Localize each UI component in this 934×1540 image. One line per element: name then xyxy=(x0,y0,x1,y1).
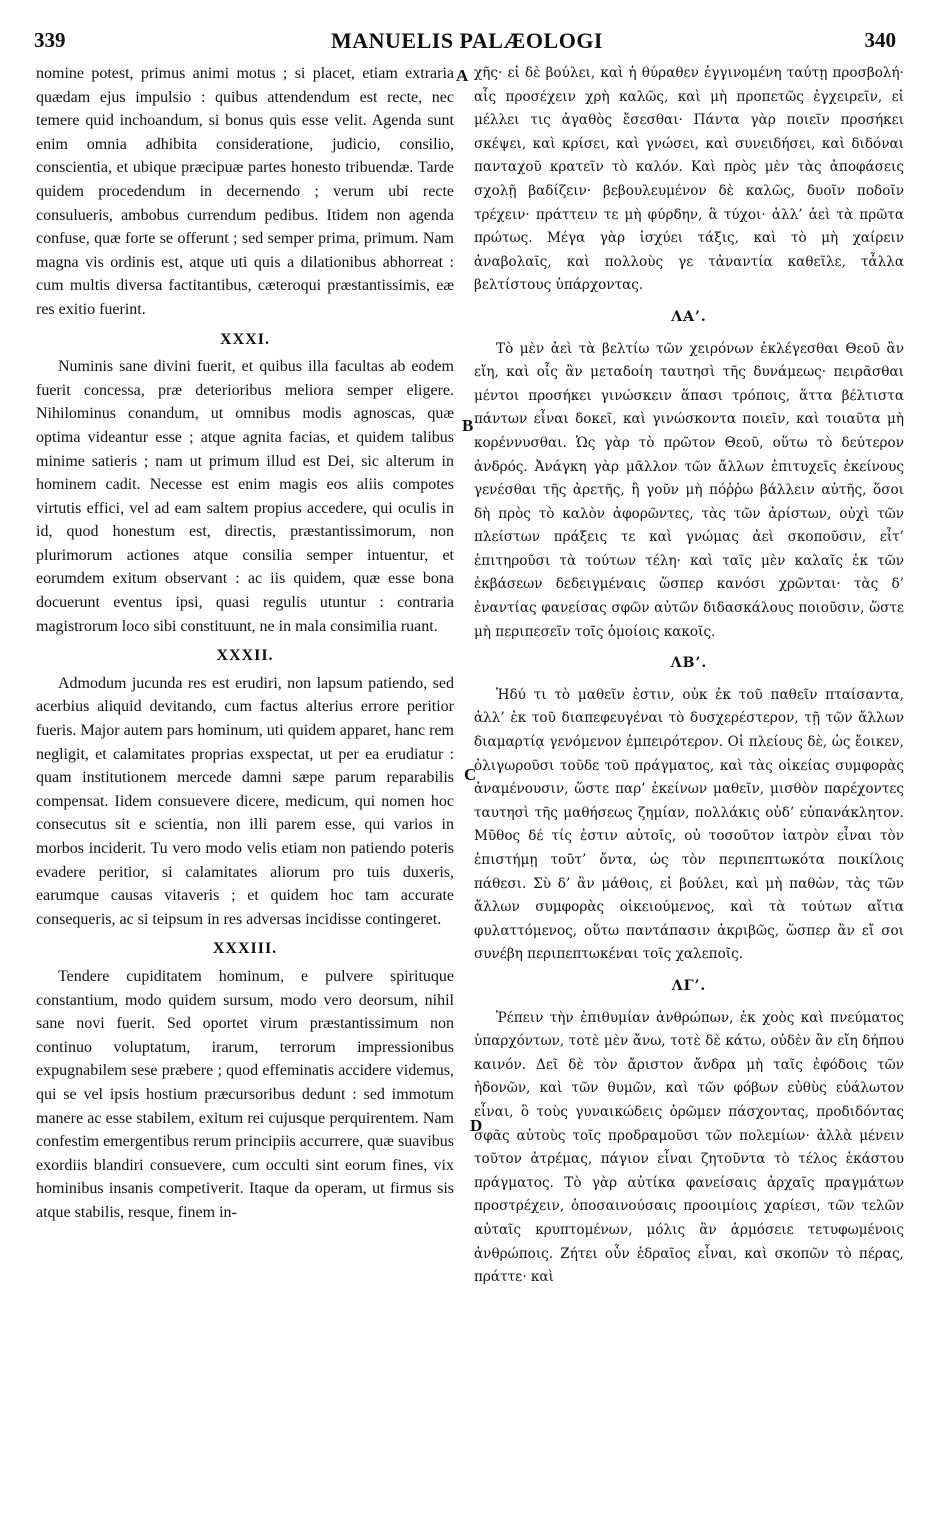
latin-section-heading-31: XXXI. xyxy=(220,330,270,348)
greek-section-32-text: Ἡδύ τι τὸ μαθεῖν ἐστιν, οὐκ ἐκ τοῦ παθεῖν πταίσαντα, ἀλλ’ ἐκ τοῦ διαπεφευγέναι τὸ δυσχερέστερον, τῇ τῶν ἄλλων διαμαρτίᾳ γενόμενον ἐμπειρότερον. Οἱ πλείους δὲ, ὡς ἔοικεν, ὀλιγωροῦσι τοῦδε τοῦ πράγματος, καὶ τὰς οἰκείας συμφορὰς ἀναμένουσιν, ὥστε παρ’ ἐκείνων μαθεῖν, μισθὸν παρέχοντες ταυτησὶ τῆς μαθήσεως ζημίαν, πολλάκις οὐδ’ εὐπανάκλητον. Μῦθος δέ τίς ἐστιν αὐτοῖς, οὐ τοσοῦτον ἰατρὸν εἶναι τὸν ἐπιστήμῃ τοῦτ’ ὄντα, ὡς τὸν περιπεπτωκότα ποικίλοις πάθεσι. Σὺ δ’ ἂν μάθοις, εἰ βούλει, καὶ μὴ παθὼν, τὰς τῶν ἄλλων συμφορὰς οἰκειούμενος, καὶ τὰ τούτων αἴτια φυλαττόμενος, οὕτω παντάπασιν ἀκριβῶς, ὥσπερ ἂν εἴ σοι συνέβη περιπεπτωκέναι τοῖς χαλεποῖς. xyxy=(474,686,904,963)
latin-section-33-text: Tendere cupiditatem hominum, e pulvere spirituque constantium, modo quidem sursum, modo vero deorsum, nihil sane novi fuerit. Sed oportet virum præstantissimum non continuo voluptatum, irarum, terrorum impressionibus expugnabilem sese præbere ; quod effeminatis accidere videmus, qui se vel ipsis hostium præcursoribus dedunt : sed immotum manere ac esse stabilem, exitum rei cujusque perquirentem. Nam confestim emergentibus rerum principiis accurrere, quæ suavibus exordiis blandiri consuevere, cum occulti sint eorum fines, vix hominibus insanis competiverit. Itaque da operam, ut firmus sis atque stabilis, resque, finem in- xyxy=(36,967,454,1221)
greek-section-33-text: Ῥέπειν τὴν ἐπιθυμίαν ἀνθρώπων, ἐκ χοὸς καὶ πνεύματος ὑπαρχόντων, τοτὲ μὲν ἄνω, τοτὲ δὲ κάτω, οὐδὲν ἂν εἴη δήπου καινόν. Δεῖ δὲ τὸν ἄριστον ἄνδρα μὴ ταῖς ἐφόδοις τῶν ἡδονῶν, καὶ τῶν θυμῶν, καὶ τῶν φόβων εὐθὺς εὐάλωτον εἶναι, ὃ τοὺς γυναικώδεις ὁρῶμεν πάσχοντας, προδιδόντας σφᾶς αὐτοὺς τοῖς προδραμοῦσι τῶν πολεμίων· ἀλλὰ μένειν τοῦτον ἀτρέμας, πάγιον εἶναι ζητοῦντα τὸ τέλος ἑκάστου πράγματος. Τὸ γὰρ αὐτίκα φανείσαις ἀρχαῖς πραγμάτων προστρέχειν, ὁποσαινούσαις προοιμίοις χαρίεσι, τῶν τελῶν αὐταῖς κρυπτομένων, μόλις ἂν ἁρμόσειε τετυφωμένοις ἀνθρώποις. Ζήτει οὖν ἑδραῖος εἶναι, καὶ σκοπῶν τὸ πέρας, πράττε· καὶ xyxy=(474,1009,904,1286)
margin-letter-b: B xyxy=(462,416,474,435)
latin-section-31-text: Numinis sane divini fuerit, et quibus illa facultas ab eodem fuerit concessa, præ deterioribus meliora semper eligere. Nihilominus conandum, ut omnibus modis agnoscas, quæ optima videantur esse ; atque agnita facias, et quidem talibus minime satieris ; nam ut primum illud est Dei, sic alterum in hominem cadit. Necesse est enim magis eos aliis compotes virtutis effici, vel ad eam saltem propius accedere, qui oculis in id, quod honestum est, directis, præstantissimorum, non plurimorum actiones atque consilia semper intuentur, et eorumdem exitum observant : ac iis quidem, quæ esse bona docuerunt eventus ipsi, quasi regulis utuntur : contraria magistrorum loco sibi constituunt, ne in mala consimilia ruant. xyxy=(36,358,454,635)
greek-section-heading-31: ΛΑ’. xyxy=(671,308,707,325)
running-title: MANUELIS PALÆOLOGI xyxy=(330,28,603,53)
greek-section-heading-32: ΛΒ’. xyxy=(670,655,708,672)
latin-column xyxy=(36,62,454,1225)
latin-section-heading-32: XXXII. xyxy=(216,647,274,665)
latin-section-heading-33: XXXIII. xyxy=(212,940,278,958)
margin-letter-a: A xyxy=(456,66,469,85)
greek-column xyxy=(474,62,904,1290)
greek-intro-paragraph: χῆς· εἰ δὲ βούλει, καὶ ἡ θύραθεν ἐγγινομένη ταύτῃ προσβολή· αἷς προσέχειν χρὴ καλῶς, καὶ μὴ προπετῶς ἐγχειρεῖν, εἰ μέλλει τις ἀγαθὸς ἔσεσθαι· Πάντα γὰρ ποιεῖν προσήκει σκέψει, καὶ κρίσει, καὶ γνώσει, καὶ συνειδήσει, καὶ διδόναι πανταχοῦ κρατεῖν τὸ καλόν. Καὶ πρὸς μὲν τὰς ἀποφάσεις σχολῇ βαδίζειν· βεβουλευμένον δὲ καλῶς, δυοῖν ποδοῖν τρέχειν· πράττειν τε μὴ φύρδην, ἃ τύχοι· ἀλλ’ ἀεὶ τὰ πρῶτα πρώτως. Μέγα γὰρ ἰσχύει τάξις, καὶ τὸ μὴ χαίρειν ἀναβολαῖς, καὶ πολλοὺς γε τἀναντία καθεῖλε, τἆλλα βελτίστους ὑπάρχοντας. xyxy=(474,65,904,294)
greek-section-31-text: Τὸ μὲν ἀεὶ τὰ βελτίω τῶν χειρόνων ἐκλέγεσθαι Θεοῦ ἂν εἴη, καὶ οἷς ἂν μεταδοίη ταυτησὶ τῆς δυνάμεως· πειρᾶσθαι μέντοι προσήκει γινώσκειν ἅπασι τρόποις, ἅττα βέλτιστα πάντων εἶναι δοκεῖ, καὶ γινώσκοντα ποιεῖν, καὶ τοιαῦτα μὴ κορέννυσθαι. Ὡς γὰρ τὸ πρῶτον Θεοῦ, οὕτω τὸ δεύτερον ἀνδρός. Ἀνάγκη γὰρ μᾶλλον τῶν ἄλλων ἐπιτυχεῖς ἐκείνους γενέσθαι τῆς ἀρετῆς, ἢ γοῦν μὴ πόῤῥω βάλλειν αὐτῆς, ὅσοι δὴ πρὸς τὸ καλὸν ἀφορῶντες, τὰς τῶν ἀρίστων, οὐχὶ τῶν πλείστων πράξεις τε καὶ γνώμας ἀεὶ σκοποῦσιν, εἶτ’ ἐπιτηροῦσι τὰ τούτων τέλη· καὶ ταῖς μὲν καλαῖς ἐκ τῶν ἐκβάσεων δεδειγμέναις ὥσπερ κανόσι χρῶνται· τὰς δ’ ἐναντίας φανείσας σφῶν αὐτῶν διδασκάλους ποιοῦσιν, ὥστε μὴ περιπεσεῖν τοῖς ὁμοίοις κακοῖς. xyxy=(474,340,904,640)
page-number-right: 340 xyxy=(864,28,896,52)
margin-letter-c: C xyxy=(464,765,477,784)
page-number-left: 339 xyxy=(34,28,66,52)
greek-section-heading-33: ΛΓ’. xyxy=(671,977,707,994)
running-header xyxy=(30,28,904,60)
latin-intro-paragraph: nomine potest, primus animi motus ; si placet, etiam extraria quædam ejus impulsio : quibus attendendum est recte, nec temere quid inchoandum, si bonus quis esse velit. Agenda sunt enim omnia adhibita consideratione, judicio, consilio, conscientia, et ubique præcipuæ partes honesto tribuendæ. Tarde quidem procedendum in decernendo ; verum ubi recte consulueris, ambobus currendum pedibus. Itidem non agenda confuse, quæ forte se offerunt ; sed semper prima, primum. Nam magna vis ordinis est, atque uti quis a dilationibus abhorreat : cum multis diversa factitantibus, cæteroqui præstantissimis, eæ res exitio fuerint. xyxy=(36,65,454,318)
latin-section-32-text: Admodum jucunda res est erudiri, non lapsum patiendo, sed acerbius aliquid devitando, cum factus alterius errore peritior fueris. Major autem pars hominum, uti quidem apparet, hanc rem negligit, et calamitates proprias exspectat, ut per ea erudiatur : quam institutionem mercede damni sæpe parum reparabilis compensat. Iidem consuevere dicere, medicum, qui nomen hoc consecutus sit e scientia, non illi parem esse, qui varios in morbos inciderit. Tu vero modo velis etiam non patiendo poteris evadere peritior, si calamitates aliorum pro tuis duxeris, earumque causas vitaveris ; et quidem hoc tam accurate consequeris, ac si teipsum in res adversas incidisse contingeret. xyxy=(36,674,454,928)
margin-letter-d: D xyxy=(470,1116,483,1135)
